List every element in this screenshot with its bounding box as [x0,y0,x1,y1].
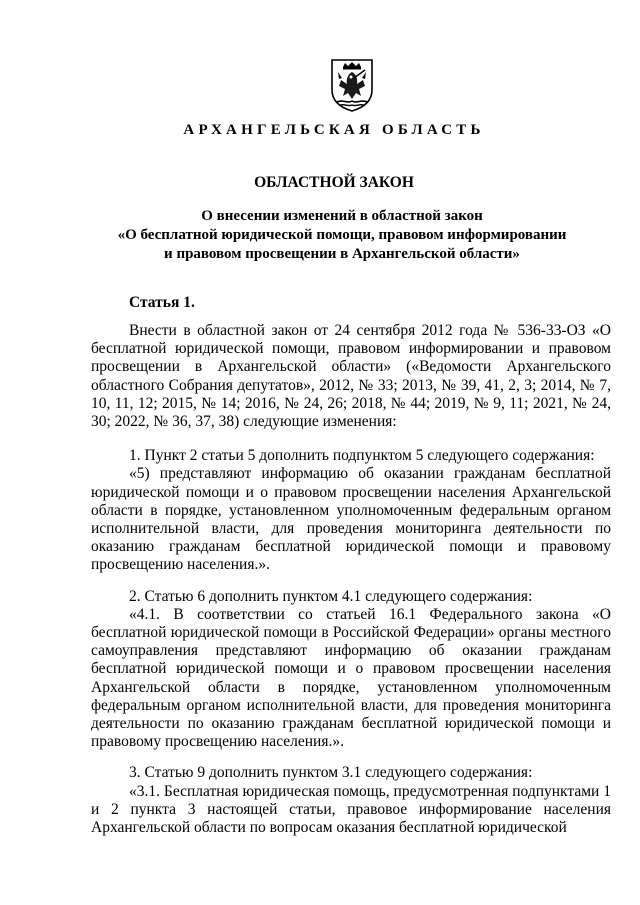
amendment-instruction: 2. Статью 6 дополнить пунктом 4.1 следующего содержания: [129,587,533,605]
amendment-instruction: 1. Пункт 2 статьи 5 дополнить подпунктом 5 следующего содержания: [129,447,595,465]
law-title-line: «О бесплатной юридической помощи, правовом информировании [117,227,567,243]
law-title [0,207,640,264]
region-name: АРХАНГЕЛЬСКАЯ ОБЛАСТЬ [183,122,485,138]
amendment-text: «4.1. В соответствии со статьей 16.1 Федерального закона «О бесплатной юридической помощи в Российской Федерации» органы местного самоуправления представляют информацию об оказании гражданам бесплатной юридической помощи и о правовом просвещении населения Архангельской области в порядке, установленном уполномоченным федеральным органом исполнительной власти, для проведения мониторинга деятельности по оказанию гражданам бесплатной юридической помощи и правовому просвещению населения.». [91,605,611,751]
coat-of-arms-icon [329,58,375,112]
amendment-text: «5) представляют информацию об оказании гражданам бесплатной юридической помощи и о правовом просвещении населения Архангельской области в порядке, установленном уполномоченным федеральным органом исполнительной власти, для проведения мониторинга деятельности по оказанию гражданам бесплатной юридической помощи и правовому просвещению населения.». [91,465,611,574]
amendment-instruction: 3. Статью 9 дополнить пунктом 3.1 следующего содержания: [129,764,533,782]
article-heading: Статья 1. [129,294,195,311]
law-title-line: и правовом просвещении в Архангельской области» [164,246,520,262]
amendment-text: «3.1. Бесплатная юридическая помощь, предусмотренная подпунктами 1 и 2 пункта 3 настоящей статьи, правовое информирование населения Архангельской области по вопросам оказания бесплатной юридической [91,782,611,837]
article-body [91,322,611,837]
law-title-line: О внесении изменений в областной закон [201,208,483,224]
article-intro: Внести в областной закон от 24 сентября 2012 года № 536-33-ОЗ «О бесплатной юридической помощи, правовом информировании и правовом просвещении в Архангельской области» («Ведомости Архангельского областного Собрания депутатов», 2012, № 33; 2013, № 39, 41, 2, 3; 2014, № 7, 10, 11, 12; 2015, № 14; 2016, № 24, 26; 2018, № 44; 2019, № 9, 11; 2021, № 24, 30; 2022, № 36, 37, 38) следующие изменения: [91,322,611,431]
law-type: ОБЛАСТНОЙ ЗАКОН [254,174,414,191]
